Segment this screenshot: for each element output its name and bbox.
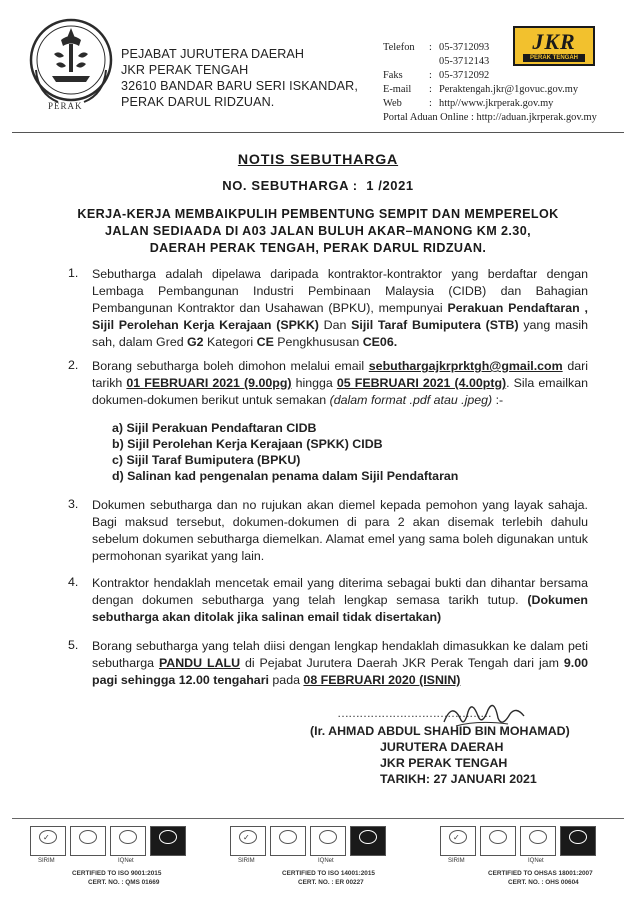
contact-portal-aduan: Portal Aduan Online : http://aduan.jkrperak.gov.my [383, 112, 597, 123]
cert-qms-number: CERT. NO. : QMS 01669 [88, 879, 160, 886]
signatory-office: JKR PERAK TENGAH [380, 756, 508, 770]
signatory-title: JURUTERA DAERAH [380, 740, 504, 754]
accreditation-badge [150, 826, 186, 856]
badge-caption-iqnet-1: IQNet [118, 858, 134, 864]
crest-caption: PERAK [48, 101, 83, 111]
document-item-c: c) Sijil Taraf Bumiputera (BPKU) [112, 453, 301, 467]
subject-line-2: JALAN SEDIAADA DI A03 JALAN BULUH AKAR–MANONG KM 2.30, [104, 224, 532, 238]
quality-system-badge: ✓ [30, 826, 66, 856]
signature-date: TARIKH: 27 JANUARI 2021 [380, 772, 537, 786]
iqnet-badge-3 [480, 826, 516, 856]
paragraph-4: Kontraktor hendaklah mencetak email yang diterima sebagai bukti dan dihantar bersama dengan dokumen sebutharga yang telah lengkap semasa tarikh tutup. (Dokumen sebutharga akan ditolak jika salinan email tidak disertakan) [92, 576, 588, 624]
paragraph-2: Borang sebutharga boleh dimohon melalui email sebuthargajkrprktgh@gmail.com dari tarikh 01 FEBRUARI 2021 (9.00pg) hingga 05 FEBRUARI 2021 (4.00ptg). Sila emailkan dokumen-dokumen berikut untuk semakan (dalam format .pdf atau .jpeg) :- [92, 359, 588, 407]
paragraph-5: Borang sebutharga yang telah diisi dengan lengkap hendaklah dimasukkan ke dalam peti sebutharga PANDU LALU di Pejabat Jurutera Daerah JKR Perak Tengah dari jam 9.00 pagi sehingga 12.00 tengahari pada 08 FEBRUARI 2020 (ISNIN) [92, 639, 589, 687]
jkr-logo-subtext: PERAK TENGAH [523, 54, 585, 62]
iqnet-badge [70, 826, 106, 856]
iso-badge-2 [310, 826, 346, 856]
subject-line-3: DAERAH PERAK TENGAH, PERAK DARUL RIDZUAN. [149, 241, 487, 255]
application-email-link[interactable]: sebuthargajkrprktgh@gmail.com [368, 359, 563, 373]
badge-caption-iqnet-2: IQNet [318, 858, 334, 864]
badge-caption-sirim-2: SIRIM [238, 858, 255, 864]
iqnet-badge-2 [270, 826, 306, 856]
cert-ems-number: CERT. NO. : ER 00227 [298, 879, 364, 886]
paragraph-4-number: 4. [68, 575, 79, 589]
cert-ohs-standard: CERTIFIED TO OHSAS 18001:2007 [488, 870, 593, 877]
jkr-logo [513, 26, 595, 66]
contact-faks: Faks : 05-3712092 [383, 70, 490, 81]
notice-number: NO. SEBUTHARGA : 1 /2021 [222, 178, 414, 193]
contact-telefon-2: 05-3712143 [439, 56, 490, 67]
badge-caption-sirim-3: SIRIM [448, 858, 465, 864]
cert-ohs-number: CERT. NO. : OHS 00604 [508, 879, 579, 886]
cert-ems-standard: CERTIFIED TO ISO 14001:2015 [282, 870, 375, 877]
paragraph-5-number: 5. [68, 638, 79, 652]
accreditation-badge-2 [350, 826, 386, 856]
ohs-system-badge: ✓ [440, 826, 476, 856]
accreditation-badge-3 [560, 826, 596, 856]
signature-dotted-line: …………………………………… [337, 706, 491, 720]
document-item-d: d) Salinan kad pengenalan penama dalam Sijil Pendaftaran [112, 469, 459, 483]
contact-web: Web : http//www.jkrperak.gov.my [383, 98, 554, 109]
jkr-logo-text: JKR [532, 29, 576, 54]
contact-email: E-mail : Peraktengah.jkr@1govuc.gov.my [383, 84, 579, 95]
notice-title: NOTIS SEBUTHARGA [237, 152, 399, 168]
paragraph-2-number: 2. [68, 358, 79, 372]
iso-badge-3 [520, 826, 556, 856]
office-name-line-2: JKR PERAK TENGAH [121, 63, 249, 77]
office-address-line-1: 32610 BANDAR BARU SERI ISKANDAR, [121, 79, 358, 93]
paragraph-1: Sebutharga adalah dipelawa daripada kontraktor-kontraktor yang berdaftar dengan Lembaga Pembangunan Industri Pembinaan Malaysia (CIDB) dan Bahagian Pembangunan Kontraktor dan Usahawan (BPKU), mempunyai Perakuan Pendaftaran , Sijil Perolehan Kerja Kerajaan (SPKK) Dan Sijil Taraf Bumiputera (STB) yang masih sah, dalam Gred G2 Kategori CE Pengkhususan CE06. [92, 267, 588, 349]
badge-caption-iqnet-3: IQNet [528, 858, 544, 864]
cert-qms-standard: CERTIFIED TO ISO 9001:2015 [72, 870, 162, 877]
office-address-line-2: PERAK DARUL RIDZUAN. [121, 95, 275, 109]
paragraph-3-number: 3. [68, 497, 79, 511]
iso-badge [110, 826, 146, 856]
document-item-a: a) Sijil Perakuan Pendaftaran CIDB [112, 421, 317, 435]
header-divider [12, 132, 624, 133]
badge-caption-sirim-1: SIRIM [38, 858, 55, 864]
signatory-name: (Ir. AHMAD ABDUL SHAHID BIN MOHAMAD) [310, 724, 570, 738]
footer-divider [12, 818, 624, 819]
document-item-b: b) Sijil Perolehan Kerja Kerajaan (SPKK) CIDB [112, 437, 383, 451]
paragraph-3: Dokumen sebutharga dan no rujukan akan diemel kepada pemohon yang layak sahaja. Bagi maksud tersebut, dokumen-dokumen di para 2 akan disemak terlebih dahulu sebelum dokumen sebutharga diemelkan. Alamat emel yang sama boleh digunakan untuk permohonan syarikat yang lain. [92, 498, 588, 563]
office-name-line-1: PEJABAT JURUTERA DAERAH [121, 47, 305, 61]
environment-system-badge: ✓ [230, 826, 266, 856]
subject-line-1: KERJA-KERJA MEMBAIKPULIH PEMBENTUNG SEMPIT DAN MEMPERELOK [77, 207, 559, 221]
paragraph-1-number: 1. [68, 266, 79, 280]
contact-telefon-1: Telefon : 05-3712093 [383, 42, 490, 53]
